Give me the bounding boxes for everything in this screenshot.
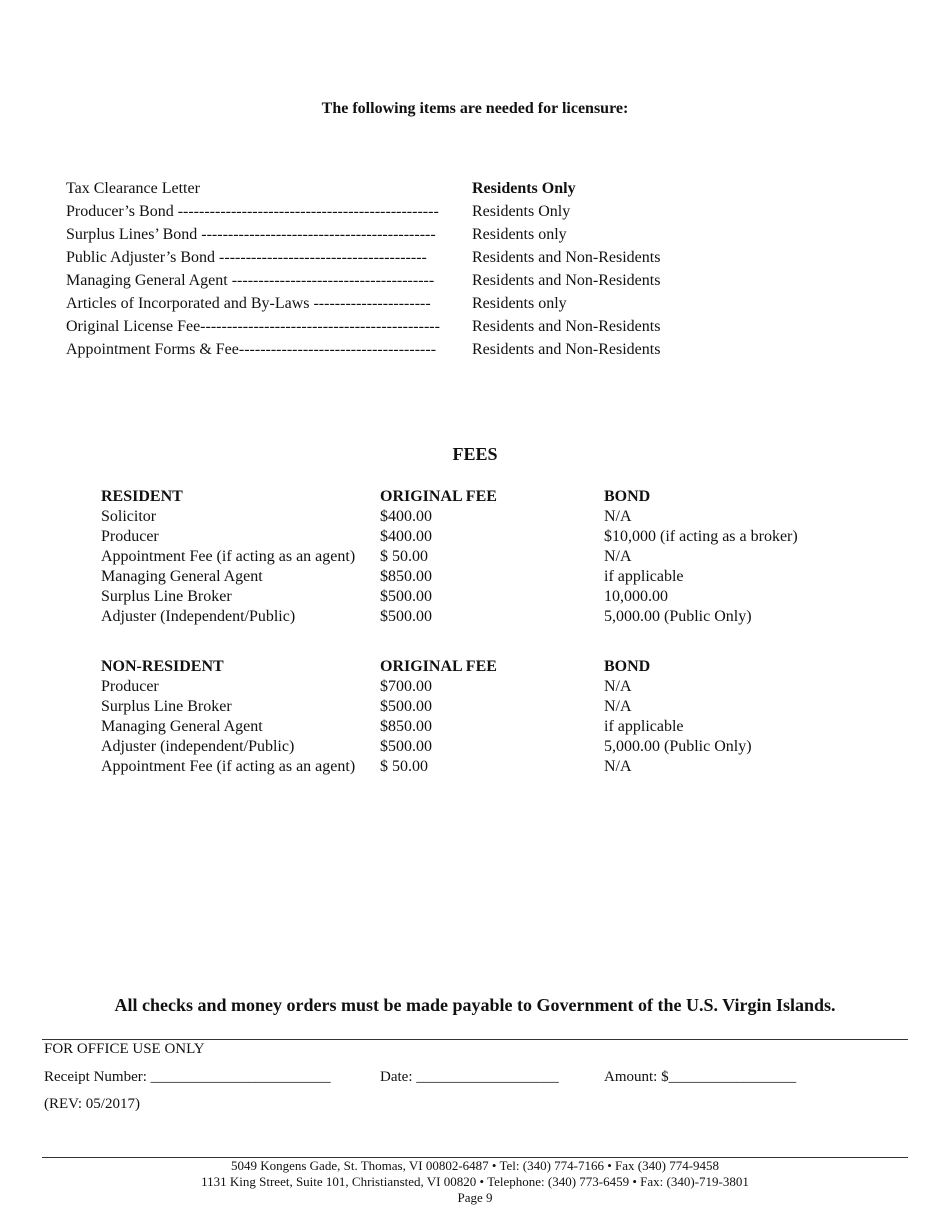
licensure-item-label: Producer’s Bond ------------------------------------------------- — [66, 203, 439, 220]
table-cell: Producer — [101, 528, 159, 545]
revision-label: (REV: 05/2017) — [44, 1096, 140, 1112]
footer-address-christiansted: 1131 King Street, Suite 101, Christiansted, VI 00820 • Telephone: (340) 773-6459 • Fax: (340)-719-3801 — [201, 1174, 749, 1189]
licensure-item-status: Residents and Non-Residents — [472, 249, 661, 266]
licensure-item-label: Appointment Forms & Fee------------------------------------- — [66, 341, 437, 358]
table-cell: $10,000 (if acting as a broker) — [604, 528, 798, 545]
licensure-item-status: Residents only — [472, 226, 567, 243]
table-cell: $500.00 — [380, 698, 432, 715]
table-cell: Appointment Fee (if acting as an agent) — [101, 758, 356, 775]
office-use-title: FOR OFFICE USE ONLY — [44, 1041, 205, 1057]
column-header: RESIDENT — [101, 488, 183, 505]
column-header: BOND — [604, 658, 651, 675]
table-cell: Adjuster (independent/Public) — [101, 738, 295, 755]
table-cell: if applicable — [604, 568, 684, 585]
column-header: ORIGINAL FEE — [380, 488, 497, 505]
table-cell: Surplus Line Broker — [101, 588, 232, 605]
licensure-item-label: Original License Fee--------------------------------------------- — [66, 318, 440, 335]
table-cell: 10,000.00 — [604, 588, 668, 605]
table-cell: N/A — [604, 698, 632, 715]
licensure-item-label: Public Adjuster’s Bond --------------------------------------- — [66, 249, 427, 266]
table-cell: Surplus Line Broker — [101, 698, 232, 715]
table-cell: $850.00 — [380, 718, 432, 735]
table-cell: $400.00 — [380, 528, 432, 545]
table-cell: Appointment Fee (if acting as an agent) — [101, 548, 356, 565]
divider — [42, 1039, 908, 1040]
table-cell: $500.00 — [380, 588, 432, 605]
table-cell: $700.00 — [380, 678, 432, 695]
licensure-item-status: Residents and Non-Residents — [472, 318, 661, 335]
licensure-item-status: Residents and Non-Residents — [472, 272, 661, 289]
licensure-item-status: Residents only — [472, 295, 567, 312]
table-cell: 5,000.00 (Public Only) — [604, 608, 752, 625]
footer-address-st-thomas: 5049 Kongens Gade, St. Thomas, VI 00802-6487 • Tel: (340) 774-7166 • Fax (340) 774-9458 — [230, 1158, 720, 1173]
table-cell: $400.00 — [380, 508, 432, 525]
table-cell: $500.00 — [380, 738, 432, 755]
fees-title: FEES — [452, 444, 498, 464]
column-header: BOND — [604, 488, 651, 505]
table-cell: Solicitor — [101, 508, 157, 525]
payable-notice: All checks and money orders must be made payable to Government of the U.S. Virgin Islands. — [114, 995, 836, 1015]
table-cell: 5,000.00 (Public Only) — [604, 738, 752, 755]
table-cell: $ 50.00 — [380, 758, 428, 775]
table-cell: Producer — [101, 678, 159, 695]
licensure-item-status: Residents and Non-Residents — [472, 341, 661, 358]
table-cell: $ 50.00 — [380, 548, 428, 565]
licensure-item-label: Surplus Lines’ Bond -------------------------------------------- — [66, 226, 436, 243]
table-cell: if applicable — [604, 718, 684, 735]
date-field: Date: ___________________ — [380, 1069, 559, 1085]
table-cell: Managing General Agent — [101, 568, 263, 585]
table-cell: N/A — [604, 548, 632, 565]
table-cell: N/A — [604, 508, 632, 525]
table-cell: Adjuster (Independent/Public) — [101, 608, 296, 625]
licensure-title: The following items are needed for licensure: — [321, 100, 629, 117]
licensure-item-status: Residents Only — [472, 203, 571, 220]
licensure-item-label: Articles of Incorporated and By-Laws ---------------------- — [66, 295, 431, 312]
table-cell: N/A — [604, 678, 632, 695]
table-cell: $850.00 — [380, 568, 432, 585]
amount-field: Amount: $_________________ — [604, 1069, 797, 1085]
licensure-item-status: Residents Only — [472, 180, 576, 197]
licensure-item-label: Managing General Agent -------------------------------------- — [66, 272, 435, 289]
licensure-item-label: Tax Clearance Letter — [66, 180, 200, 197]
column-header: NON-RESIDENT — [101, 658, 224, 675]
table-cell: N/A — [604, 758, 632, 775]
table-cell: $500.00 — [380, 608, 432, 625]
receipt-number-field: Receipt Number: ________________________ — [44, 1069, 331, 1085]
page-number: Page 9 — [457, 1190, 493, 1205]
table-cell: Managing General Agent — [101, 718, 263, 735]
column-header: ORIGINAL FEE — [380, 658, 497, 675]
